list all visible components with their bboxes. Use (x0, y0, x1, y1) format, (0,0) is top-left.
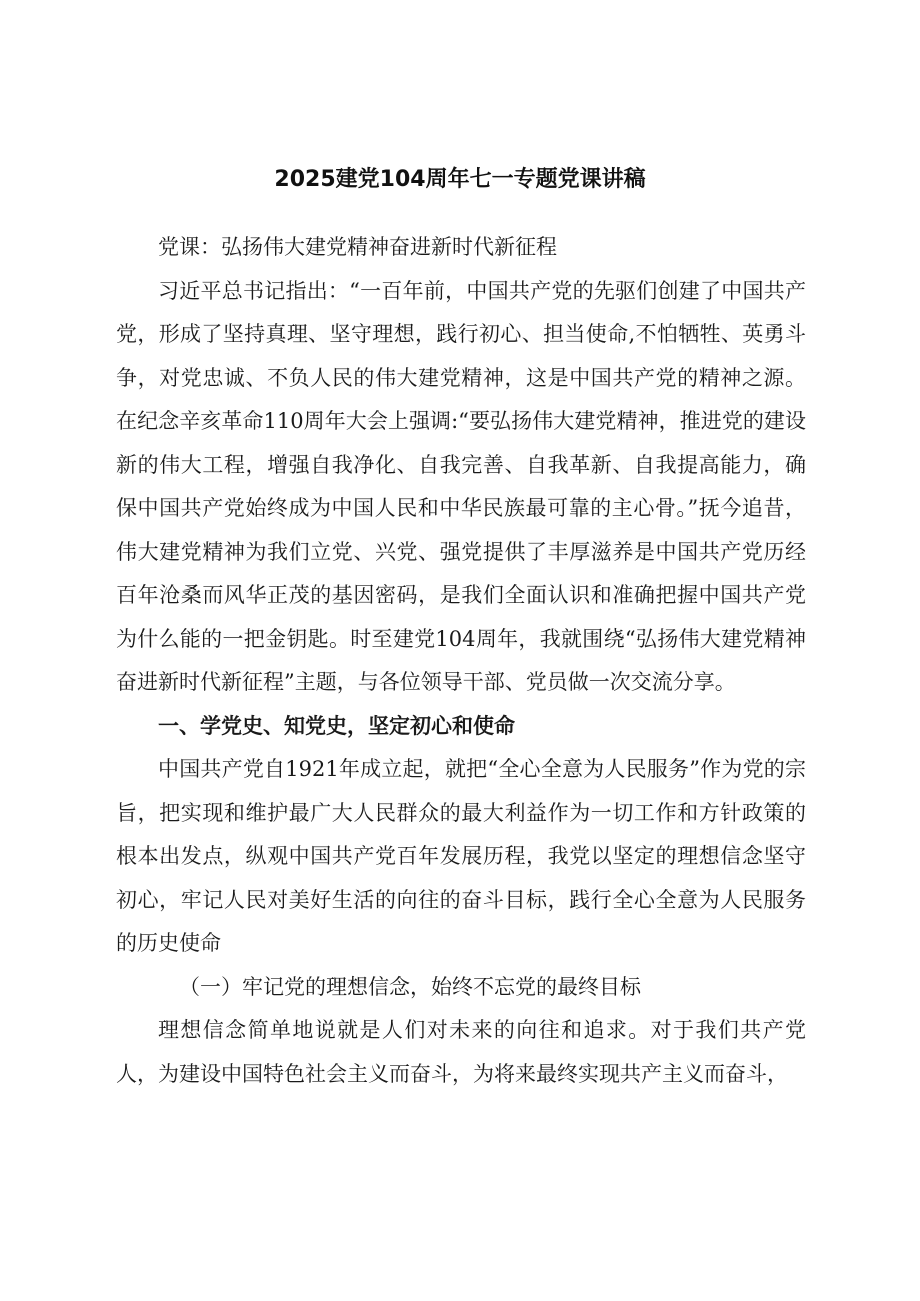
subsection-1-paragraph: 理想信念简单地说就是人们对未来的向往和追求。对于我们共产党人，为建设中国特色社会主义而奋斗，为将来最终实现共产主义而奋斗， (116, 1018, 806, 1086)
section-1-paragraph: 中国共产党自1921年成立起，就把“全心全意为人民服务”作为党的宗旨，把实现和维护最广大人民群众的最大利益作为一切工作和方针政策的根本出发点，纵观中国共产党百年发展历程，我党以坚定的理想信念坚守初心，牢记人民对美好生活的向往的奋斗目标，践行全心全意为人民服务的历史使命 (116, 757, 806, 955)
document-title: 2025建党104周年七一专题党课讲稿 (274, 167, 646, 192)
section-heading-1: 一、学党史、知党史，坚定初心和使命 (158, 713, 515, 738)
intro-paragraph: 习近平总书记指出：“一百年前，中国共产党的先驱们创建了中国共产党，形成了坚持真理、坚守理想，践行初心、担当使命,不怕牺牲、英勇斗争，对党忠诚、不负人民的伟大建党精神，这是中国共产党的精神之源。在纪念辛亥革命110周年大会上强调:“要弘扬伟大建党精神，推进党的建设新的伟大工程，增强自我净化、自我完善、自我革新、自我提高能力，确保中国共产党始终成为中国人民和中华民族最可靠的主心骨。”抚今追昔，伟大建党精神为我们立党、兴党、强党提供了丰厚滋养是中国共产党历经百年沧桑而风华正茂的基因密码，是我们全面认识和准确把握中国共产党为什么能的一把金钥匙。时至建党104周年，我就围绕“弘扬伟大建党精神奋进新时代新征程”主题，与各位领导干部、党员做一次交流分享。 (116, 278, 806, 694)
document-body (116, 226, 806, 1096)
lecture-theme-line: 党课：弘扬伟大建党精神奋进新时代新征程 (158, 235, 557, 259)
subsection-heading-1: （一）牢记党的理想信念，始终不忘党的最终目标 (179, 974, 641, 999)
